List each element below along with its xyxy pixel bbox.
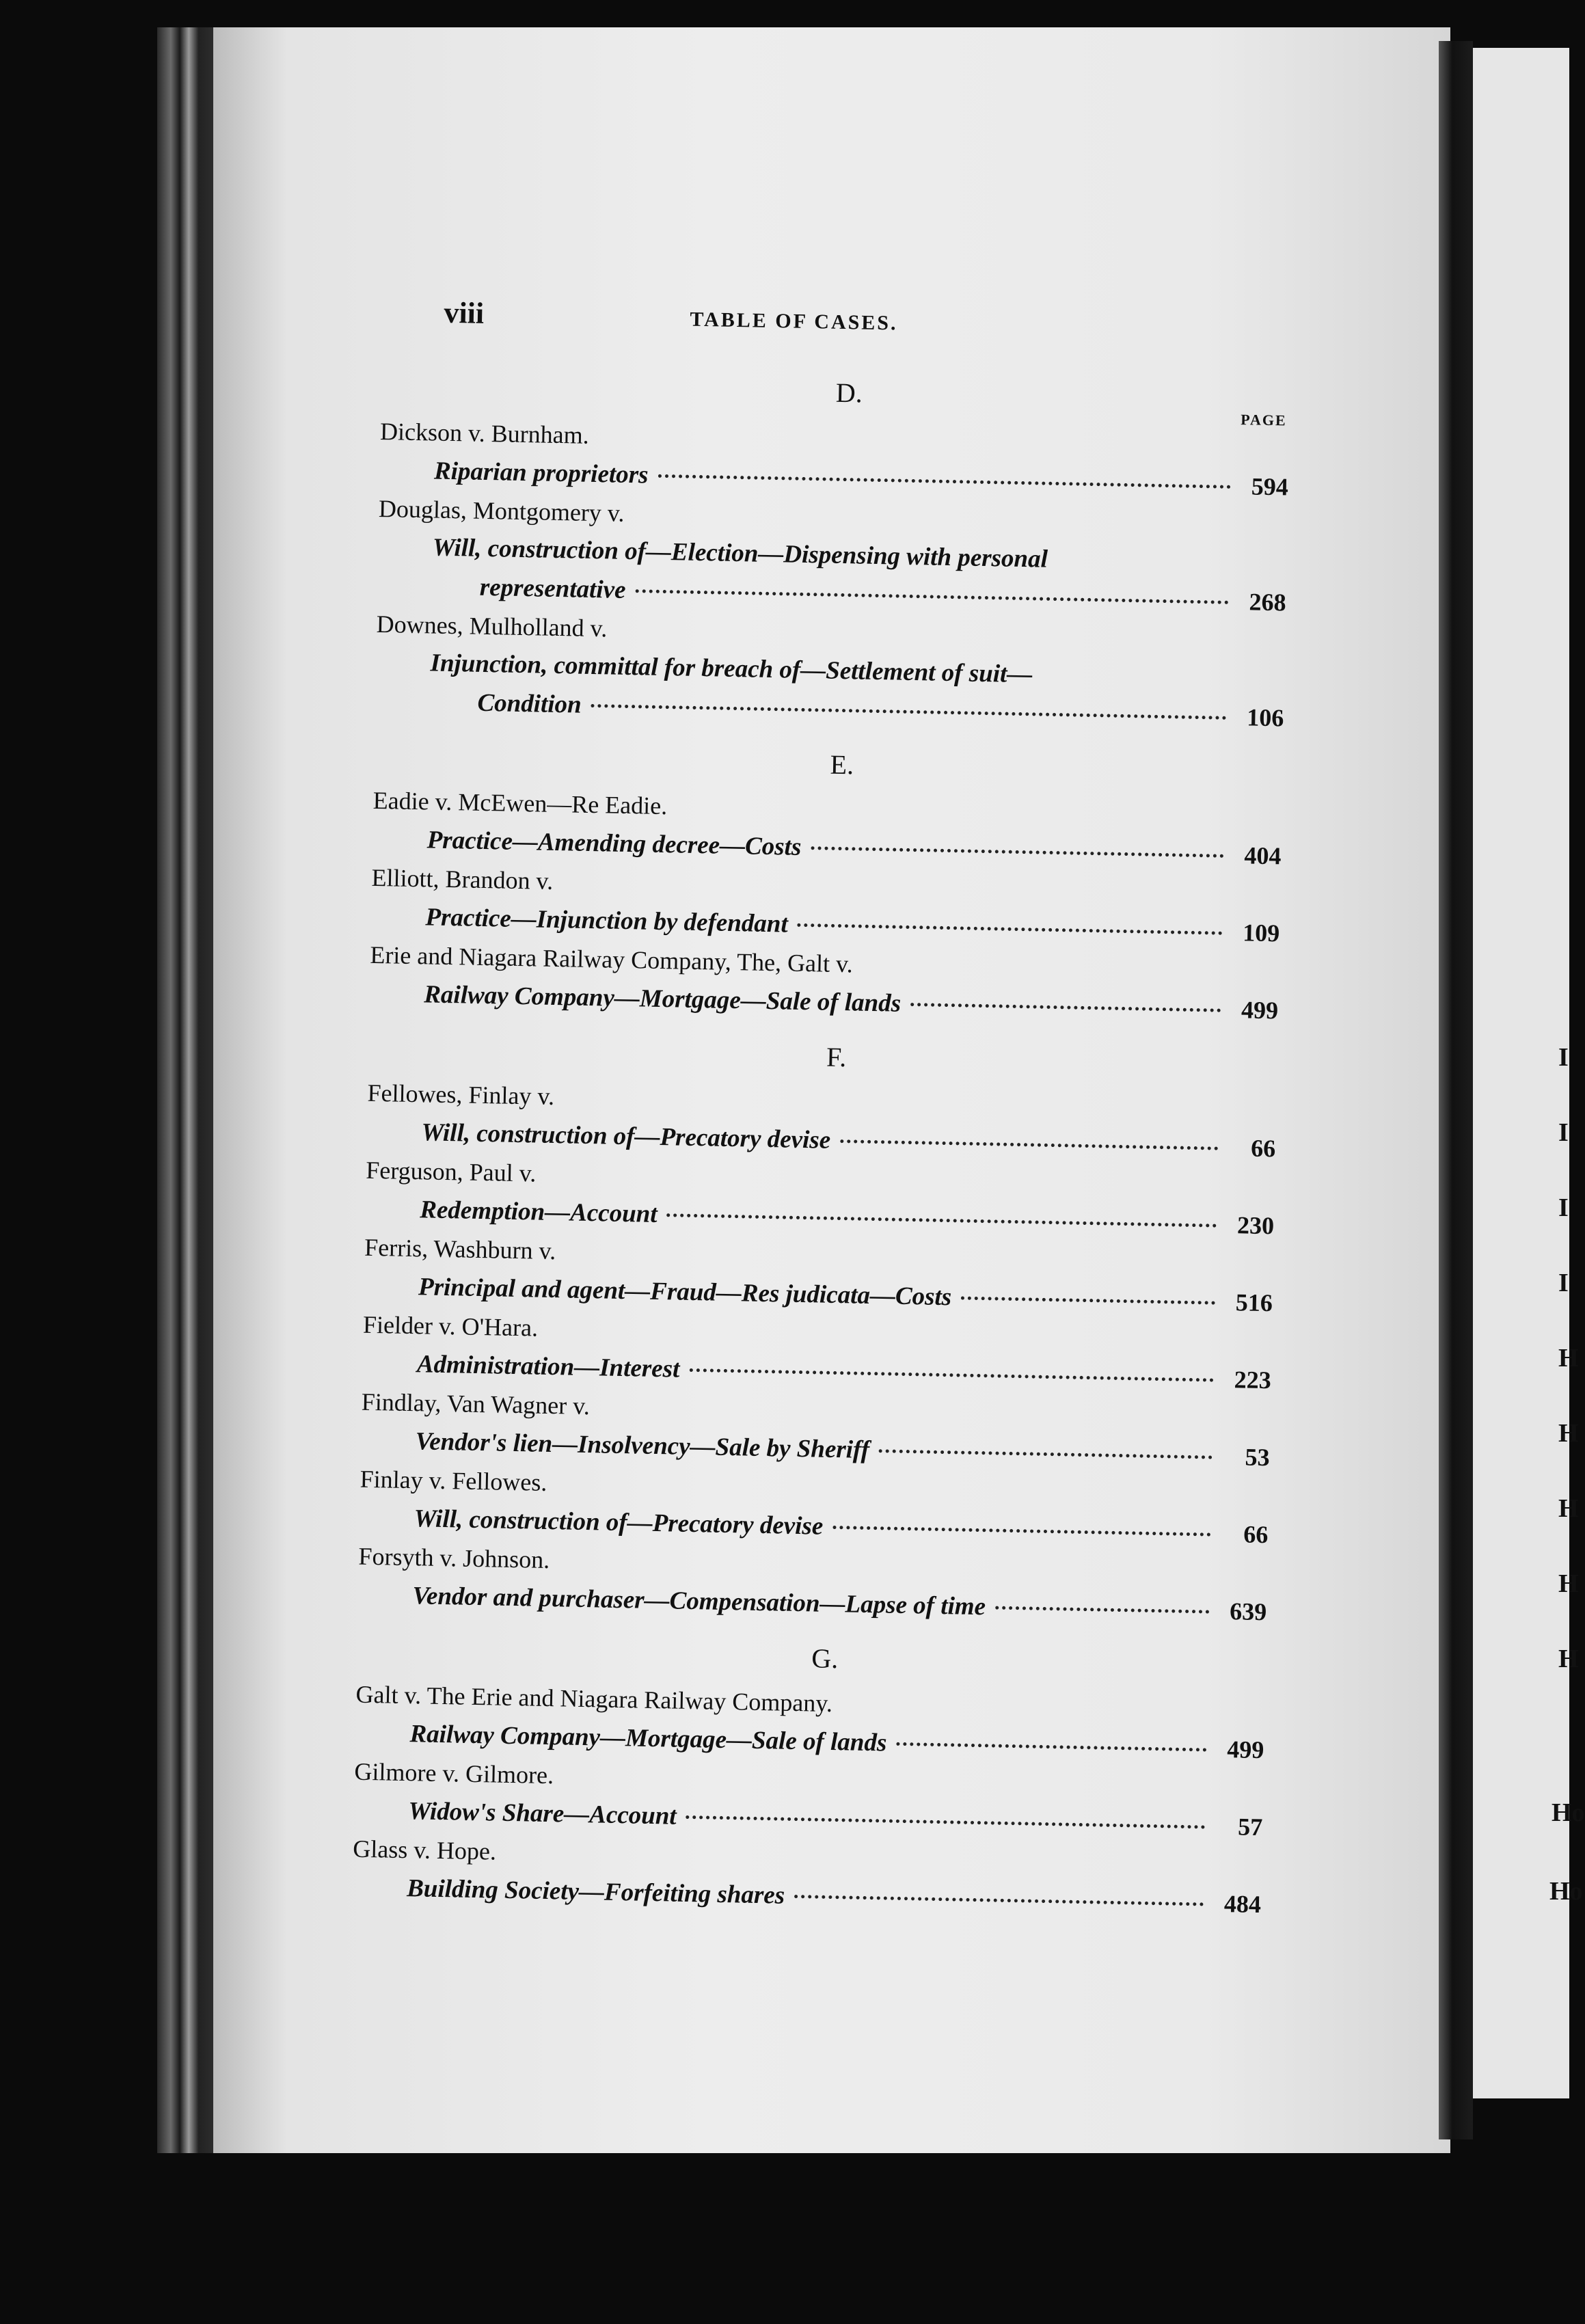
case-name: Finlay v. Fellowes. [360,1465,547,1496]
section-letter: E. [830,748,854,781]
page-number: 106 [1246,703,1284,732]
page-number: 484 [1223,1890,1262,1919]
dot-leader [798,923,1223,935]
adjacent-page-fragment: Ho [1549,1877,1583,1906]
dot-leader [896,1742,1206,1752]
adjacent-page-fragment: H [1558,1569,1579,1598]
table-of-cases [352,294,1292,1924]
subject-text: Practice—Amending decree—Costs [426,826,802,861]
case-name: Elliott, Brandon v. [371,863,554,895]
case-name: Findlay, Van Wagner v. [361,1388,591,1420]
case-name: Douglas, Montgomery v. [378,494,625,527]
page-column-heading: PAGE [1240,411,1287,429]
subject-text: Will, construction of—Precatory devise [421,1118,831,1154]
subject-text: Principal and agent—Fraud—Res judicata—Costs [418,1273,952,1312]
adjacent-page-fragment: I [1558,1043,1569,1072]
page-number: 230 [1236,1211,1275,1240]
subject-text: Building Society—Forfeiting shares [406,1874,785,1910]
page-number: 499 [1241,996,1279,1025]
subject-text: Will, construction of—Election—Dispensing with personal [432,533,1048,573]
page-number: 404 [1244,841,1282,870]
adjacent-page-fragment: I [1558,1193,1569,1222]
subject-text: representative [479,573,626,604]
adjacent-page-fragment: I [1558,1118,1569,1147]
adjacent-page-fragment: H [1558,1645,1579,1673]
dot-leader [591,704,1227,720]
section-d [375,368,1290,738]
case-name: Erie and Niagara Railway Company, The, Galt v. [370,941,854,978]
case-entry [357,1537,1268,1632]
adjacent-page-fragment: H [1558,1419,1579,1448]
case-entry [377,489,1288,623]
folio: viii [444,295,485,330]
subject-text: Condition [477,688,582,719]
page-number: 594 [1251,472,1289,501]
dot-leader [961,1297,1215,1305]
page-number: 223 [1234,1366,1272,1394]
case-name: Eadie v. McEwen—Re Eadie. [372,786,668,820]
case-name: Glass v. Hope. [352,1835,497,1865]
section-e [369,740,1283,1030]
case-name: Ferguson, Paul v. [366,1156,537,1187]
dot-leader [794,1895,1204,1906]
subject-text: Vendor's lien—Insolvency—Sale by Sheriff [415,1427,870,1464]
dot-leader [635,589,1228,604]
subject-text: Railway Company—Mortgage—Sale of lands [409,1720,887,1757]
subject-text: Practice—Injunction by defendant [425,903,789,938]
dot-leader [811,846,1223,858]
page-number: 639 [1229,1597,1267,1626]
page-number: 66 [1243,1520,1269,1549]
case-name: Galt v. The Erie and Niagara Railway Company. [355,1680,833,1718]
subject-text: Injunction, committal for breach of—Settlement of suit— [430,649,1033,689]
section-f [357,1032,1277,1632]
page-number: 516 [1235,1288,1273,1317]
section-g [352,1634,1266,1924]
subject-text: Will, construction of—Precatory devise [414,1504,824,1541]
section-letter: G. [811,1643,839,1675]
section-letter: D. [835,377,863,409]
dot-leader [667,1213,1217,1227]
section-letter: F. [826,1041,847,1073]
dot-leader [658,474,1230,489]
dot-leader [995,1606,1209,1614]
dot-leader [879,1449,1213,1459]
adjacent-page-fragment: Ho [1552,1798,1585,1827]
subject-text: Widow's Share—Account [408,1797,677,1830]
adjacent-page-fragment: I [1558,1269,1569,1297]
adjacent-page [1473,48,1585,2098]
dot-leader [686,1815,1206,1829]
page-number: 57 [1237,1813,1263,1841]
dot-leader [689,1368,1213,1382]
page-gutter [1439,41,1473,2139]
page-number: 109 [1242,919,1280,947]
case-name: Fielder v. O'Hara. [362,1310,539,1342]
subject-text: Riparian proprietors [433,457,649,489]
case-name: Dickson v. Burnham. [379,417,590,449]
subject-text: Vendor and purchaser—Compensation—Lapse of time [412,1582,986,1621]
case-name: Downes, Mulholland v. [376,610,608,643]
case-name: Forsyth v. Johnson. [358,1542,550,1574]
case-entry [369,936,1279,1031]
subject-text: Railway Company—Mortgage—Sale of lands [423,980,902,1018]
page-number: 53 [1245,1443,1270,1472]
page-number: 66 [1250,1134,1276,1163]
case-name: Ferris, Washburn v. [364,1233,556,1265]
dot-leader [840,1139,1218,1150]
case-name: Gilmore v. Gilmore. [354,1757,554,1789]
case-name: Fellowes, Finlay v. [367,1079,555,1111]
adjacent-page-fragment: H [1558,1494,1579,1523]
subject-text: Administration—Interest [416,1350,680,1383]
page-number: 499 [1226,1735,1264,1764]
page-title: TABLE OF CASES. [690,308,898,335]
subject-text: Redemption—Account [419,1195,658,1228]
page-number: 268 [1249,588,1286,617]
adjacent-page-fragment: H [1558,1344,1579,1373]
case-entry [375,605,1286,738]
dot-leader [910,1003,1221,1012]
dot-leader [832,1526,1210,1537]
